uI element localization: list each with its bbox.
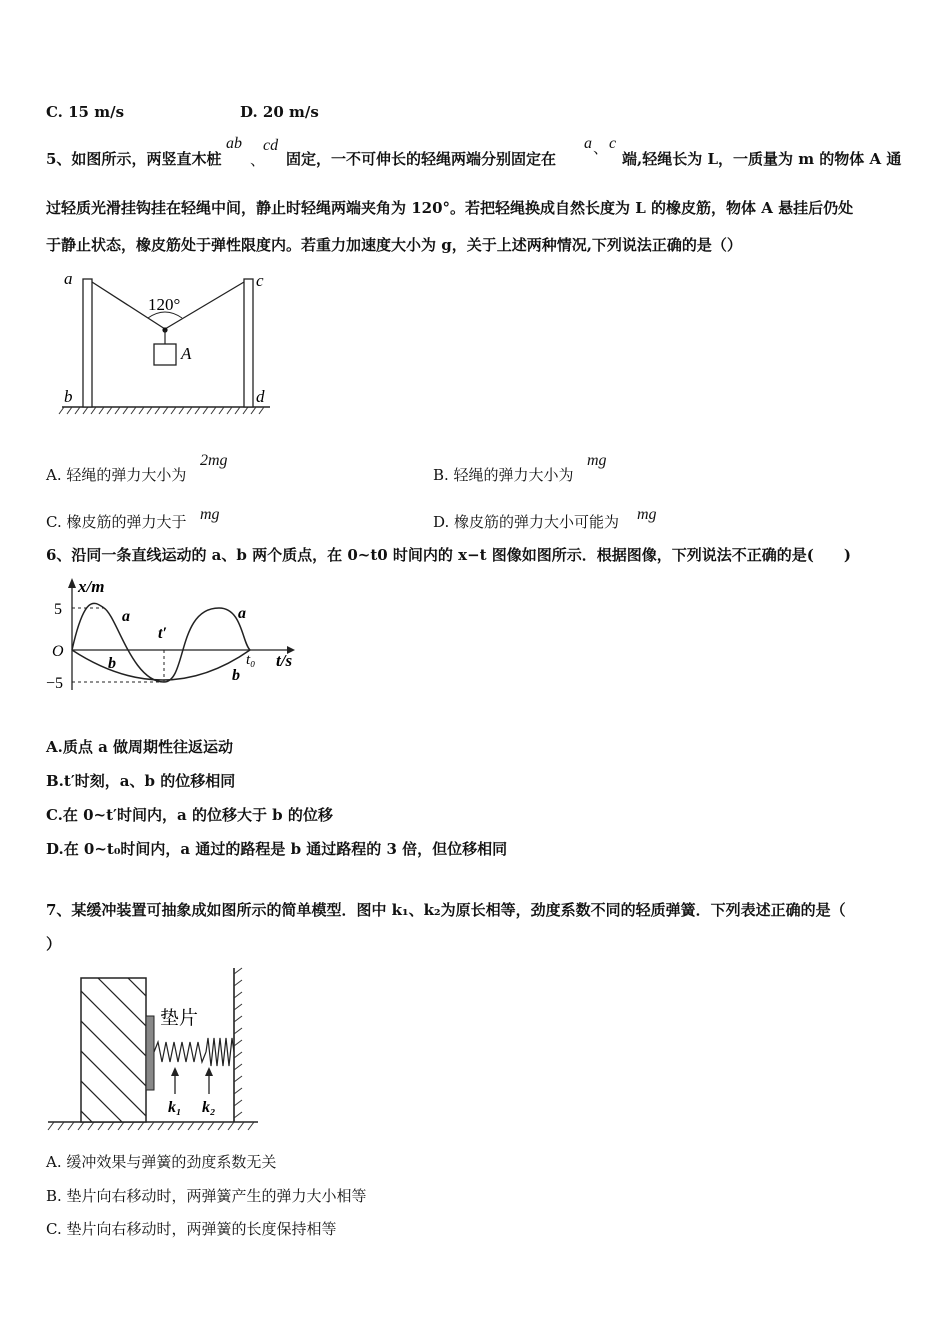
- ground-hatch: [48, 1122, 254, 1130]
- curve-a-label-1: a: [122, 608, 130, 625]
- wall-hatch: [234, 968, 242, 1118]
- q4-option-d: D. 20 m/s: [240, 103, 319, 121]
- q7-stem: 7、某缓冲装置可抽象成如图所示的简单模型．图中 k₁、k₂为原长相等，劲度系数不同的轻质弹簧．下列表述正确的是（: [46, 901, 846, 919]
- q5-stem-line3: 于静止状态，橡皮筋处于弹性限度内。若重力加速度大小为 g，关于上述两种情况,下列说法正确的是（）: [46, 236, 742, 254]
- pad-label: 垫片: [160, 1008, 199, 1029]
- q5-separator: 、: [250, 151, 266, 169]
- q5-stem-part2: 固定，一不可伸长的轻绳两端分别固定在: [286, 150, 557, 168]
- q5-option-c-expr: mg: [200, 506, 220, 523]
- q5-option-d-expr: mg: [637, 506, 657, 523]
- block-A: [154, 344, 176, 365]
- post-cd: [244, 279, 253, 407]
- t0-label: t₀: [246, 652, 256, 668]
- q4-option-c: C. 15 m/s: [46, 103, 125, 121]
- q5-cd-label: cd: [263, 137, 279, 154]
- q5-stem-part1: 5、如图所示，两竖直木桩: [46, 150, 222, 168]
- spring-k2: [206, 1038, 234, 1066]
- label-a: a: [64, 269, 73, 288]
- y-axis-label: x/m: [78, 577, 105, 596]
- q7-option-b: B. 垫片向右移动时，两弹簧产生的弹力大小相等: [46, 1187, 367, 1205]
- q5-a-label: a: [584, 135, 592, 152]
- label-b: b: [64, 387, 73, 406]
- q5-ab-label: ab: [226, 135, 242, 152]
- curve-a-label-2: a: [238, 605, 246, 622]
- k2-label: k₂: [202, 1099, 216, 1116]
- y-tick-neg5: −5: [46, 675, 64, 692]
- q7-stem-close: ）: [46, 935, 62, 953]
- q5-option-d: D. 橡皮筋的弹力大小可能为: [433, 513, 620, 531]
- curve-a: [72, 603, 250, 682]
- curve-b-label-1: b: [108, 655, 116, 672]
- q6-xt-graph: [42, 572, 312, 697]
- q5-option-b: B. 轻绳的弹力大小为: [433, 466, 574, 484]
- curve-b-label-2: b: [232, 667, 240, 684]
- q5-option-b-expr: mg: [587, 452, 607, 469]
- origin-label: O: [52, 643, 64, 660]
- k1-label: k₁: [168, 1099, 182, 1116]
- q5-c-label: c: [609, 135, 617, 152]
- x-axis-label: t/s: [276, 651, 293, 670]
- q6-stem: 6、沿同一条直线运动的 a、b 两个质点，在 0~t0 时间内的 x−t 图像如图所示．根据图像，下列说法不正确的是( ): [46, 546, 851, 564]
- q5-stem-line2: 过轻质光滑挂钩挂在轻绳中间，静止时轻绳两端夹角为 120°。若把轻绳换成自然长度为 L 的橡皮筋，物体 A 悬挂后仍处: [46, 199, 854, 217]
- q6-option-d: D.在 0~t₀时间内，a 通过的路程是 b 通过路程的 3 倍，但位移相同: [46, 840, 508, 858]
- q5-figure: [58, 268, 278, 418]
- q5-option-a-expr: 2mg: [200, 452, 228, 469]
- tprime-label: t′: [158, 625, 167, 642]
- label-A: A: [181, 344, 192, 363]
- post-ab: [83, 279, 92, 407]
- q6-option-b: B.t′时刻，a、b 的位移相同: [46, 772, 236, 790]
- q7-option-c: C. 垫片向右移动时，两弹簧的长度保持相等: [46, 1220, 337, 1238]
- q6-option-c: C.在 0~t′时间内，a 的位移大于 b 的位移: [46, 806, 333, 824]
- pad: [146, 1016, 154, 1090]
- q5-option-a: A. 轻绳的弹力大小为: [46, 466, 187, 484]
- label-d: d: [256, 387, 265, 406]
- angle-label: 120°: [148, 295, 181, 314]
- label-c: c: [256, 271, 264, 290]
- curve-b: [72, 650, 250, 680]
- ground-hatch: [59, 407, 264, 414]
- q5-option-c: C. 橡皮筋的弹力大于: [46, 513, 187, 531]
- q5-stem-part3: 端,轻绳长为 L，一质量为 m 的物体 A 通: [622, 150, 902, 168]
- spring-k1: [154, 1042, 206, 1062]
- buffer-block: [81, 978, 146, 1122]
- y-tick-5: 5: [54, 601, 62, 618]
- q7-buffer-figure: [44, 964, 264, 1134]
- q6-option-a: A.质点 a 做周期性往返运动: [46, 738, 234, 756]
- q7-option-a: A. 缓冲效果与弹簧的劲度系数无关: [46, 1153, 277, 1171]
